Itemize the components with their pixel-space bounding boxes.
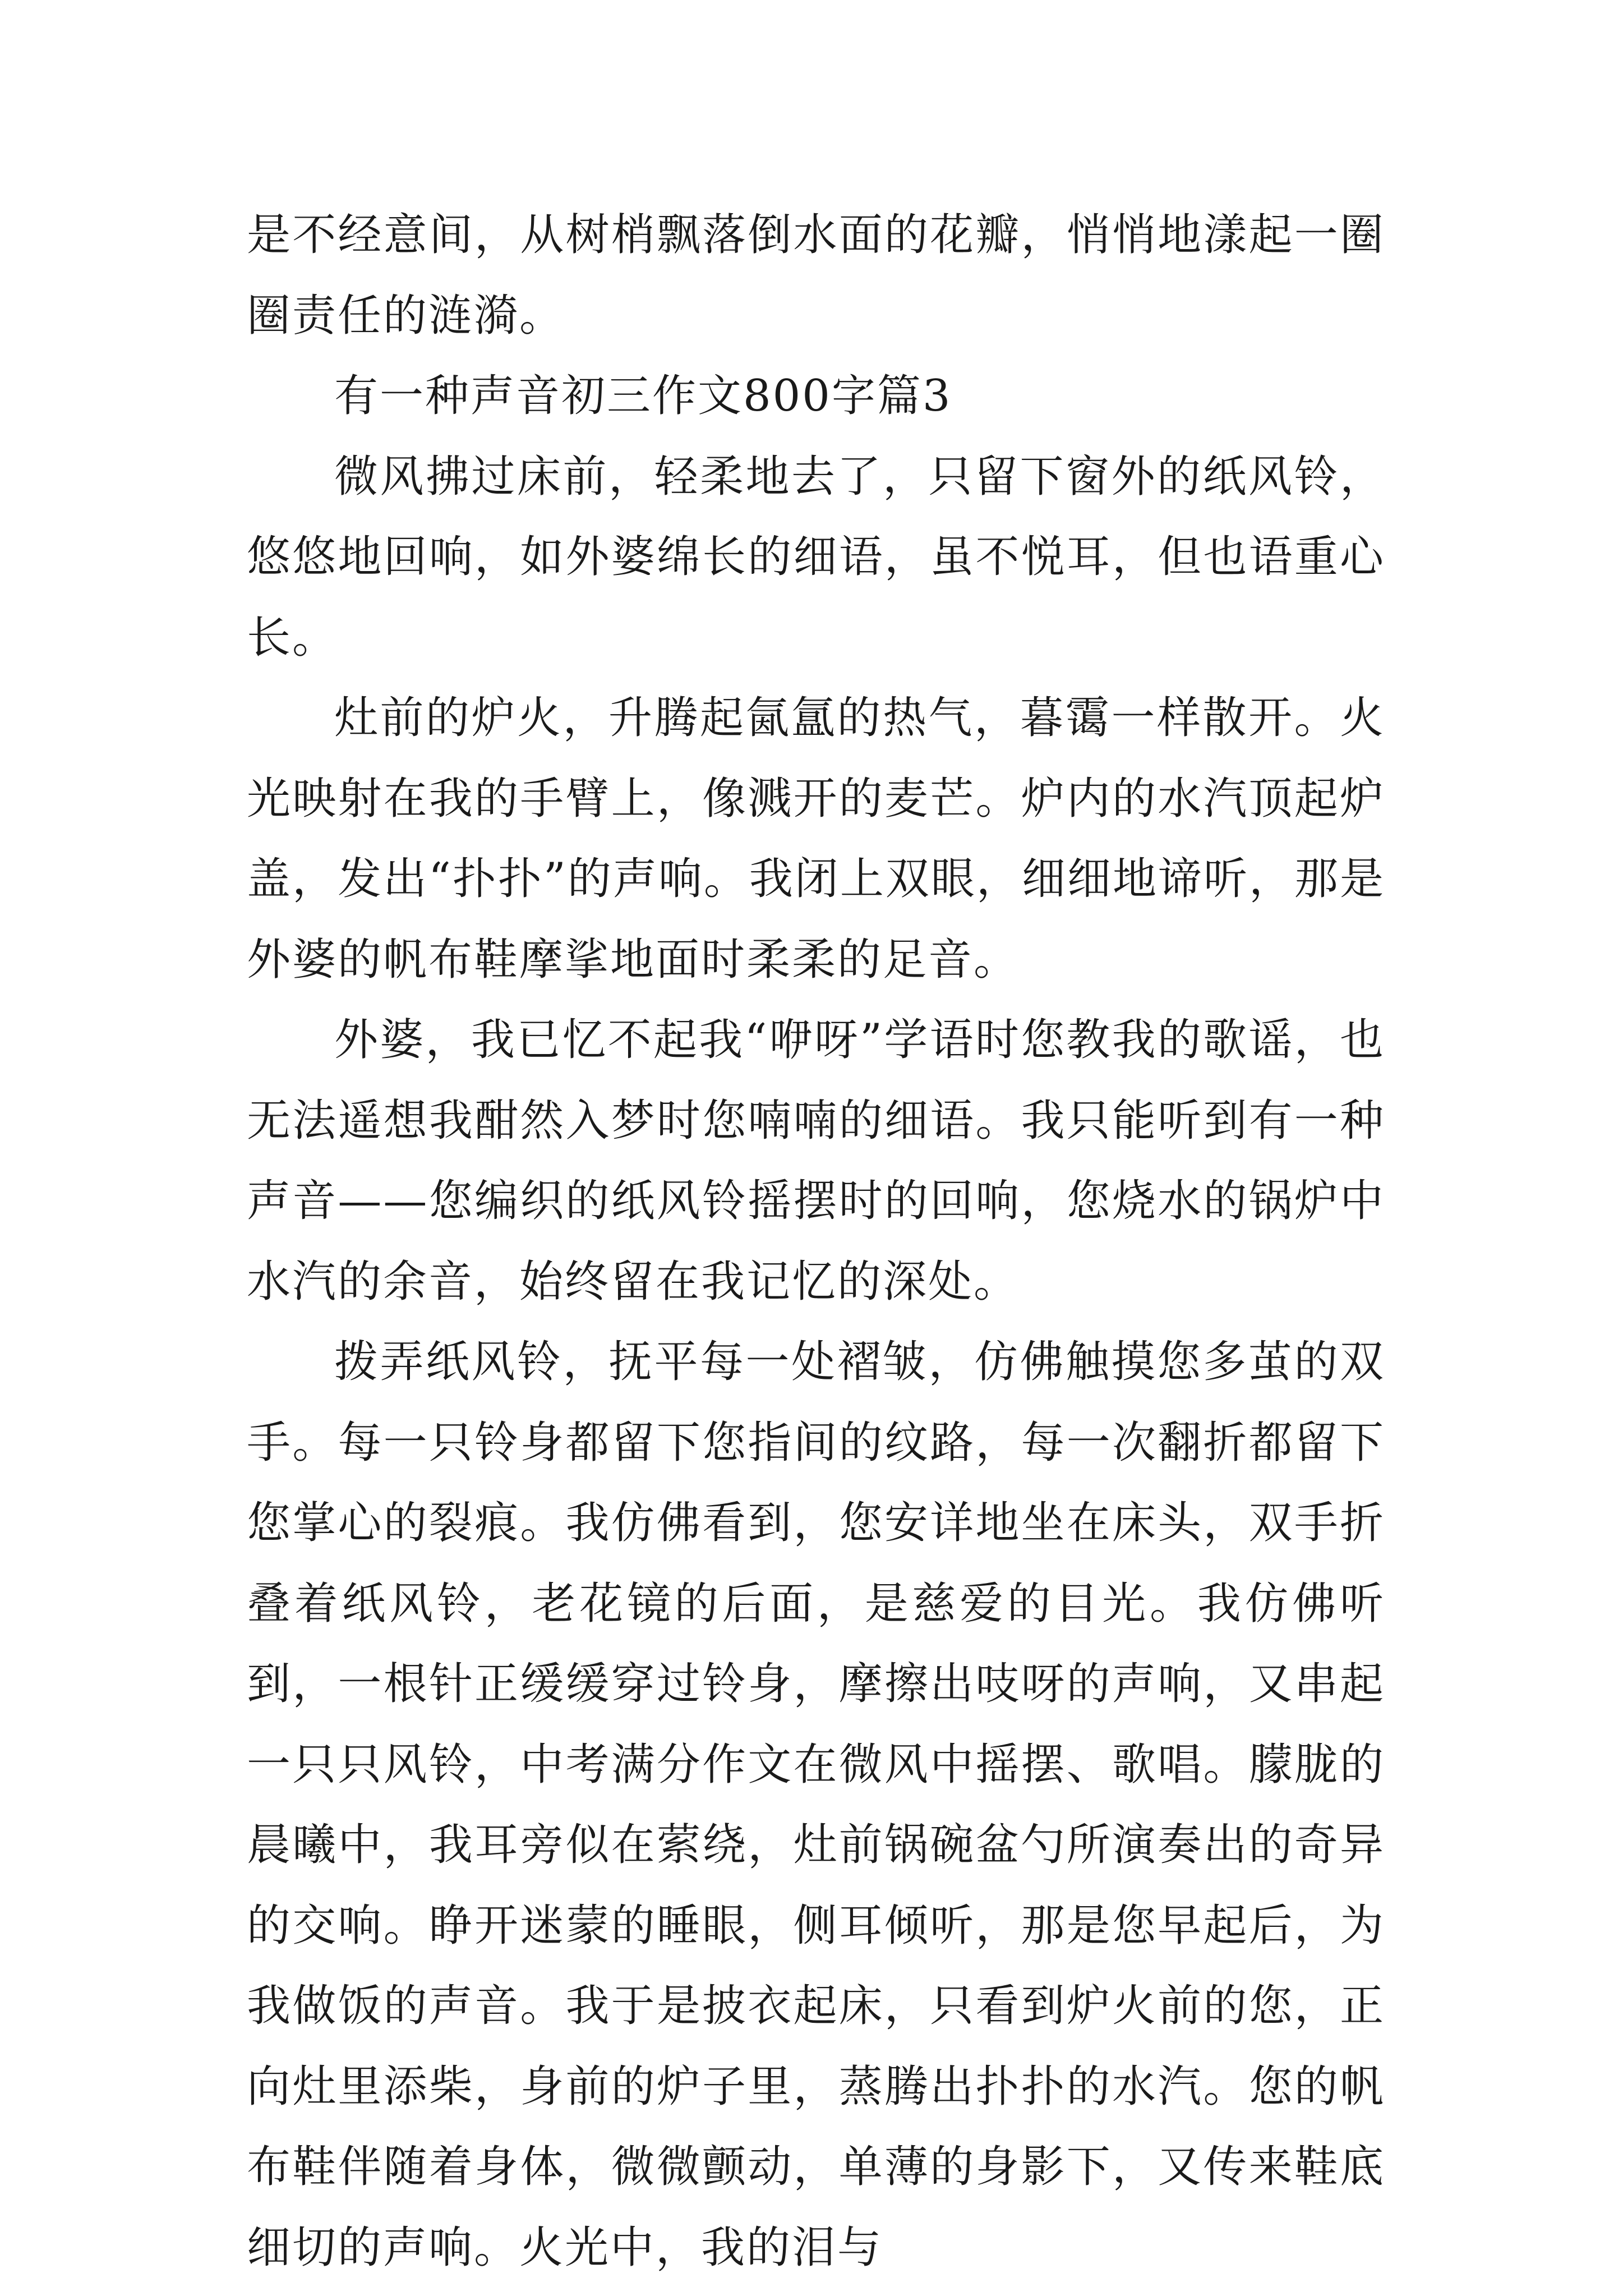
paragraph-continuation: 是不经意间，从树梢飘落倒水面的花瓣，悄悄地漾起一圈圈责任的涟漪。 (247, 210, 1385, 341)
paragraph: 灶前的炉火，升腾起氤氲的热气，暮霭一样散开。火光映射在我的手臂上，像溅开的麦芒。炉内的水汽顶起炉盖，发出“扑扑”的声响。我闭上双眼，细细地谛听，那是外婆的帆布鞋摩挲地面时柔柔的足音。 (247, 693, 1385, 985)
paragraph: 拨弄纸风铃，抚平每一处褶皱，仿佛触摸您多茧的双手。每一只铃身都留下您指间的纹路，每一次翻折都留下您掌心的裂痕。我仿佛看到，您安详地坐在床头，双手折叠着纸风铃，老花镜的后面，是慈爱的目光。我仿佛听到，一根针正缓缓穿过铃身，摩擦出吱呀的声响，又串起一只只风铃，中考满分作文在微风中摇摆、歌唱。朦胧的晨曦中，我耳旁似在萦绕，灶前锅碗盆勺所演奏出的奇异的交响。睁开迷蒙的睡眼，侧耳倾听，那是您早起后，为我做饭的声音。我于是披衣起床，只看到炉火前的您，正向灶里添柴，身前的炉子里，蒸腾出扑扑的水汽。您的帆布鞋伴随着身体，微微颤动，单薄的身影下，又传来鞋底细切的声响。火光中，我的泪与 (247, 1337, 1385, 2273)
paragraph: 外婆，我已忆不起我“咿呀”学语时您教我的歌谣，也无法遥想我酣然入梦时您喃喃的细语。我只能听到有一种声音——您编织的纸风铃摇摆时的回响，您烧水的锅炉中水汽的余音，始终留在我记忆的深处。 (247, 1015, 1385, 1307)
section-heading: 有一种声音初三作文800字篇3 (334, 371, 952, 421)
document-body (247, 195, 1385, 2288)
paragraph: 微风拂过床前，轻柔地去了，只留下窗外的纸风铃，悠悠地回响，如外婆绵长的细语，虽不悦耳，但也语重心长。 (247, 451, 1385, 663)
